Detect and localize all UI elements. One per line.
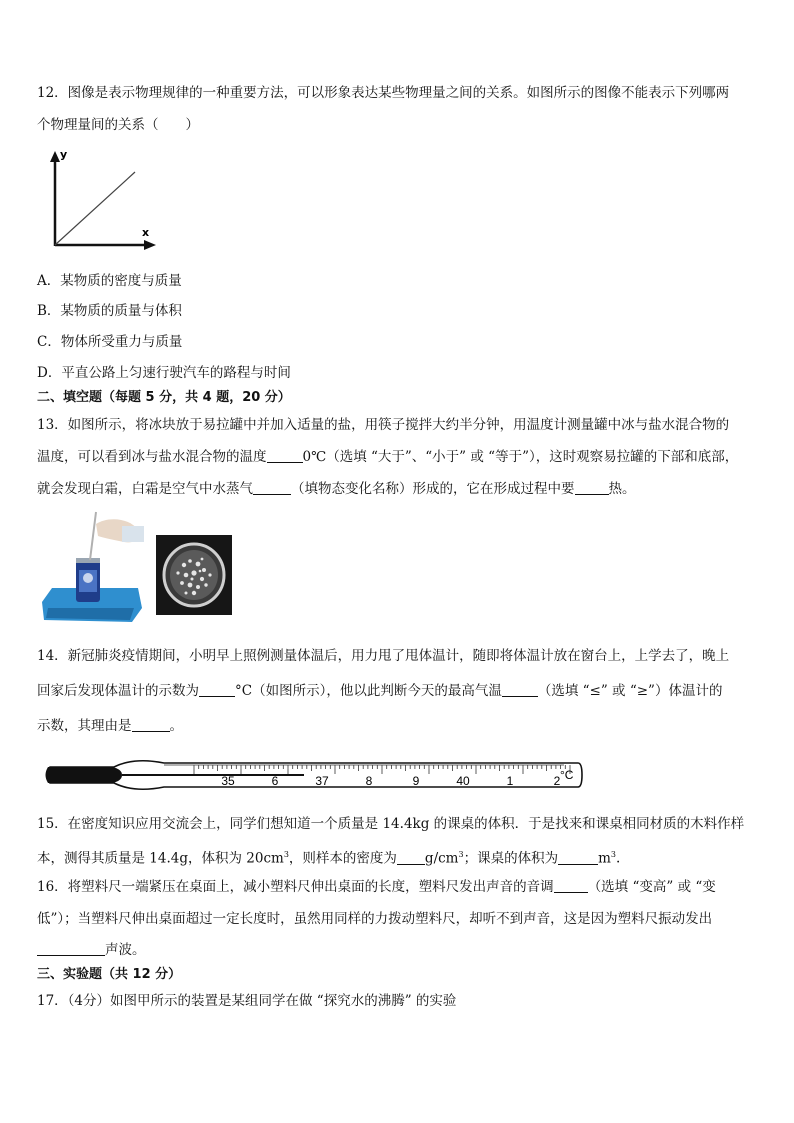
- q12-option-b: B．某物质的质量与体积: [37, 303, 182, 319]
- q13-text-line2b: 0℃（选填 “大于”、“小于” 或 “等于”），这时观察易拉罐的下部和底部，: [302, 449, 739, 465]
- proportional-line: [55, 172, 135, 245]
- q16-text-line3: [37, 941, 146, 959]
- q16-blank-pitch[interactable]: [554, 878, 588, 893]
- q15-text-line2a: 本，测得其质量是 14.4g，体积为 20cm: [37, 850, 284, 867]
- thermometer-scale-label: 8: [365, 774, 373, 788]
- q13-text-line3c: 热。: [608, 481, 636, 497]
- q14-text-line3b: 。: [169, 718, 183, 734]
- q15-text-line2c: g/cm: [424, 850, 459, 867]
- q14-blank-reading[interactable]: [199, 682, 235, 697]
- q12-option-d: D．平直公路上匀速行驶汽车的路程与时间: [37, 365, 291, 381]
- q15-text-line2b: ，则样本的密度为: [288, 850, 397, 867]
- q13-text-line3: [37, 480, 636, 498]
- q14-text-line1: 14．新冠肺炎疫情期间，小明早上照例测量体温后，用力甩了甩体温计，随即将体温计放在窗台上，上学去了，晚上: [37, 648, 730, 664]
- q15-blank-density[interactable]: [397, 850, 425, 865]
- q14-blank-reason[interactable]: [132, 717, 170, 732]
- q13-text-line2a: 温度，可以看到冰与盐水混合物的温度: [37, 449, 267, 465]
- thermometer-bulb-shape: [46, 767, 123, 783]
- x-axis-label: x: [142, 226, 150, 239]
- q15-text-line2e: m: [598, 850, 611, 867]
- q15-superscript-1: 3: [283, 850, 289, 859]
- q12-option-c: C．物体所受重力与质量: [37, 334, 183, 350]
- q13-text-line3b: （填物态变化名称）形成的，它在形成过程中要: [291, 481, 575, 497]
- q13-blank-temperature[interactable]: [267, 448, 303, 463]
- q13-text-line2: [37, 448, 738, 466]
- thermometer-scale-label: 40: [456, 774, 470, 788]
- x-axis-arrow-icon: [144, 240, 156, 250]
- q14-text-line3a: 示数，其理由是: [37, 718, 132, 734]
- q16-text-line2: 低”）；当塑料尺伸出桌面超过一定长度时，虽然用同样的力拨动塑料尺，却听不到声音，这是因为塑料尺振动发出: [37, 911, 713, 927]
- q13-blank-heat[interactable]: [575, 480, 609, 495]
- q15-superscript-3: 3: [610, 850, 616, 859]
- section3-title: 三、实验题（共 12 分）: [37, 967, 182, 982]
- q15-text-line2d: ；课桌的体积为: [463, 850, 559, 867]
- thermometer-scale-label: 9: [412, 774, 420, 788]
- q13-text-line1: 13．如图所示，将冰块放于易拉罐中并加入适量的盐，用筷子搅拌大约半分钟，用温度计测量罐中冰与盐水混合物的: [37, 417, 730, 433]
- q15-text-line2: [37, 846, 620, 868]
- q14-text-line2: [37, 682, 722, 700]
- section2-title: 二、填空题（每题 5 分，共 4 题，20 分）: [37, 390, 291, 405]
- q16-text-line1: [37, 878, 716, 896]
- q13-frost-photo: [156, 535, 232, 615]
- thermometer-scale-label: 6: [271, 774, 279, 788]
- q13-blank-phase-change[interactable]: [253, 480, 291, 495]
- q14-text-line2a: 回家后发现体温计的示数为: [37, 683, 199, 699]
- q16-text-line1b: （选填 “变高” 或 “变: [587, 879, 716, 895]
- q15-text-line2f: .: [615, 850, 621, 867]
- q16-text-line1a: 16．将塑料尺一端紧压在桌面上，减小塑料尺伸出桌面的长度，塑料尺发出声音的音调: [37, 879, 554, 895]
- q13-text-line3a: 就会发现白霜，白霜是空气中水蒸气: [37, 481, 253, 497]
- y-axis-arrow-icon: [50, 151, 60, 162]
- q12-text-line2: 个物理量间的关系（ ）: [37, 117, 199, 133]
- q12-text-line1: 12．图像是表示物理规律的一种重要方法，可以形象表达某些物理量之间的关系。如图所示的图像不能表示下列哪两: [37, 85, 730, 101]
- q16-text-line3: 声波。: [105, 942, 146, 958]
- q14-text-line2b: °C（如图所示），他以此判断今天的最高气温: [235, 683, 502, 699]
- q17-text-line1: 17．（4分）如图甲所示的装置是某组同学在做 “探究水的沸腾” 的实验: [37, 993, 457, 1009]
- y-axis-label: y: [60, 148, 68, 161]
- q14-thermometer-figure: [44, 755, 584, 795]
- q12-linear-graph: [38, 146, 162, 254]
- thermometer-unit-label: °C: [560, 768, 574, 782]
- q14-text-line2c: （选填 “≤” 或 “≥”）体温计的: [537, 683, 723, 699]
- thermometer-scale-label: 2: [553, 774, 561, 788]
- q14-blank-comparison[interactable]: [502, 682, 538, 697]
- q15-superscript-2: 3: [458, 850, 464, 859]
- q15-blank-volume[interactable]: [558, 850, 598, 865]
- thermometer-scale-label: 37: [315, 774, 329, 788]
- q15-text-line1: 15．在密度知识应用交流会上，同学们想知道一个质量是 14.4kg 的课桌的体积．于是找来和课桌相同材质的木料作样: [37, 816, 745, 832]
- q14-text-line3: [37, 717, 183, 735]
- thermometer-scale-label: 35: [221, 774, 235, 788]
- thermometer-scale-label: 1: [506, 774, 514, 788]
- q16-blank-wave-type[interactable]: [37, 941, 105, 956]
- q12-option-a: A．某物质的密度与质量: [37, 273, 182, 289]
- q13-can-photo: [38, 508, 146, 624]
